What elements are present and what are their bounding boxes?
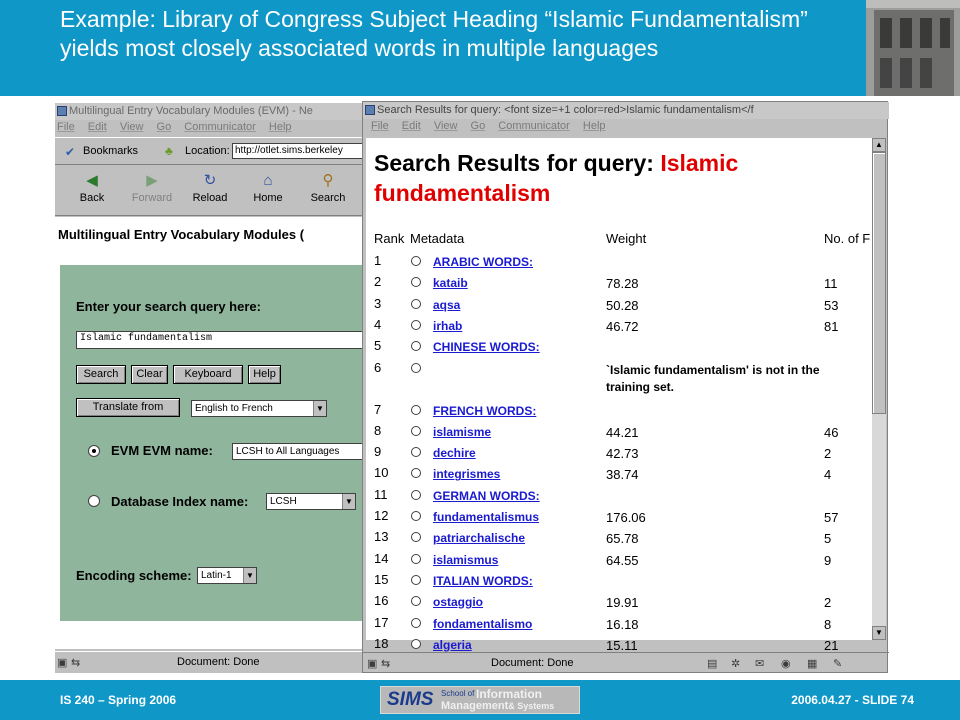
table-row [366, 253, 872, 274]
count-cell: 2 [824, 446, 832, 462]
navigation-toolbar [55, 166, 365, 216]
logo-and-systems: & Systems [508, 701, 555, 711]
count-cell: 2 [824, 595, 832, 611]
composer-icon[interactable]: ▦ [807, 658, 818, 670]
term-link[interactable]: algeria [433, 637, 472, 652]
row-radio[interactable] [411, 639, 421, 649]
rank-cell: 4 [374, 316, 382, 332]
row-radio[interactable] [411, 468, 421, 478]
left-menubar [55, 121, 300, 136]
count-cell: 8 [824, 616, 832, 632]
results-page-content [366, 138, 872, 653]
rank-cell: 11 [374, 486, 388, 502]
edit-icon[interactable]: ✎ [833, 658, 843, 670]
col-count-header: No. of F [824, 231, 871, 246]
weight-cell: 16.18 [606, 616, 639, 632]
row-radio[interactable] [411, 341, 421, 351]
rank-cell: 18 [374, 635, 389, 651]
connection-icon: ⇆ [381, 658, 391, 670]
chevron-down-icon: ▼ [313, 401, 326, 416]
right-menubar [369, 120, 614, 135]
database-label: Database Index name: [111, 494, 249, 509]
evm-search-form [60, 265, 365, 621]
col-rank-header: Rank [374, 231, 405, 246]
rank-cell: 14 [374, 550, 389, 566]
menu-go[interactable]: Go [156, 121, 172, 133]
evm-name-select[interactable] [232, 443, 365, 460]
keyboard-button[interactable]: Keyboard [173, 365, 243, 384]
table-row [366, 593, 872, 614]
weight-cell: 64.55 [606, 552, 639, 568]
chevron-down-icon: ▼ [243, 568, 256, 583]
menu-help[interactable]: Help [582, 120, 606, 132]
reload-label: Reload [192, 192, 228, 204]
scrollbar-thumb[interactable] [872, 152, 886, 414]
term-link[interactable]: integrismes [433, 467, 501, 482]
row-radio[interactable] [411, 596, 421, 606]
security-lock-icon[interactable]: ▣ [367, 658, 378, 670]
evm-label: EVM EVM name: [111, 443, 213, 458]
forward-label: Forward [131, 192, 173, 204]
rank-cell: 16 [374, 593, 389, 609]
logo-information: Information [476, 687, 542, 701]
term-link[interactable]: CHINESE WORDS: [433, 340, 540, 355]
table-row [366, 615, 872, 636]
search-icon: ⚲ [322, 172, 334, 189]
rank-cell: 5 [374, 338, 382, 354]
table-row [366, 402, 872, 423]
scroll-down-icon[interactable]: ▼ [872, 626, 886, 640]
count-cell: 11 [824, 276, 838, 292]
term-link[interactable]: ARABIC WORDS: [433, 255, 533, 269]
rank-cell: 6 [374, 359, 382, 375]
count-cell: 57 [824, 510, 839, 525]
menu-go[interactable]: Go [470, 120, 486, 132]
footer-course: IS 240 – Spring 2006 [60, 693, 177, 707]
menu-edit[interactable]: Edit [87, 121, 107, 133]
table-row [366, 338, 872, 359]
rank-cell: 10 [374, 465, 389, 481]
weight-cell: 50.28 [606, 297, 639, 313]
title-band [0, 0, 866, 96]
weight-cell: 78.28 [606, 276, 639, 292]
results-heading [374, 148, 864, 208]
right-window-titlebar [363, 102, 889, 119]
results-query-word-2: fundamentalism [374, 180, 551, 206]
building-photo [866, 0, 960, 96]
evm-browser-window [55, 103, 365, 673]
row-radio[interactable] [411, 554, 421, 564]
term-link[interactable]: ostaggio [433, 595, 483, 610]
connection-icon: ⇆ [71, 657, 81, 669]
row-radio[interactable] [411, 618, 421, 628]
row-radio[interactable] [411, 490, 421, 500]
footer-slide-number: 2006.04.27 - SLIDE 74 [791, 693, 914, 707]
security-lock-icon[interactable]: ▣ [57, 657, 68, 669]
table-row [366, 572, 872, 593]
menu-view[interactable]: View [433, 120, 458, 132]
right-window-title: Search Results for query: <font size=+1 color=red>Islamic fundamentalism</f [377, 104, 754, 116]
count-cell: 81 [824, 318, 839, 334]
logo-management [441, 701, 554, 712]
encoding-select[interactable] [197, 567, 257, 584]
browser-window-icon [57, 106, 67, 116]
sims-logo [380, 686, 580, 714]
weight-cell: 46.72 [606, 318, 639, 334]
term-link[interactable]: kataib [433, 276, 468, 291]
menu-view[interactable]: View [119, 121, 144, 133]
count-cell: 46 [824, 424, 839, 440]
row-radio[interactable] [411, 532, 421, 542]
term-link[interactable]: fondamentalismo [433, 616, 533, 631]
index-name-value: LCSH [270, 496, 297, 507]
row-radio[interactable] [411, 277, 421, 287]
term-link[interactable]: patriarchalische [433, 531, 526, 546]
rank-cell: 13 [374, 529, 389, 545]
count-cell: 53 [824, 297, 839, 313]
row-radio[interactable] [411, 447, 421, 457]
home-icon: ⌂ [263, 172, 273, 189]
table-row [366, 487, 872, 508]
reload-icon: ↻ [203, 172, 217, 189]
query-input[interactable]: Islamic fundamentalism [76, 331, 366, 349]
rank-cell: 2 [374, 274, 382, 290]
location-label: Location: [185, 145, 230, 157]
results-query-word-1: Islamic [660, 150, 739, 176]
home-label: Home [253, 192, 283, 204]
term-link[interactable]: fundamentalismus [433, 510, 540, 524]
rank-cell: 9 [374, 444, 382, 460]
term-link[interactable]: dechire [433, 446, 476, 461]
rank-cell: 8 [374, 422, 382, 438]
count-cell: 21 [824, 637, 839, 653]
term-link[interactable]: GERMAN WORDS: [433, 488, 540, 503]
search-button[interactable] [303, 172, 353, 212]
results-browser-window [362, 101, 888, 673]
table-row [366, 444, 872, 465]
table-row [366, 359, 872, 394]
row-radio[interactable] [411, 320, 421, 330]
component-icon[interactable]: ▤ [707, 658, 718, 670]
menu-edit[interactable]: Edit [401, 120, 421, 132]
back-button[interactable] [67, 172, 117, 212]
weight-cell: 38.74 [606, 467, 639, 483]
query-label: Enter your search query here: [76, 299, 261, 314]
not-in-training-note: `Islamic fundamentalism' is not in the training set. [606, 362, 820, 394]
encoding-label: Encoding scheme: [76, 568, 192, 583]
col-weight-header: Weight [606, 231, 647, 246]
menu-communicator[interactable]: Communicator [184, 121, 256, 133]
row-radio[interactable] [411, 575, 421, 585]
left-page-content [55, 217, 365, 649]
row-radio[interactable] [411, 299, 421, 309]
home-button[interactable] [243, 172, 293, 212]
chevron-down-icon: ▼ [342, 494, 355, 509]
sims-logo-text: SIMS [387, 689, 434, 710]
clear-button[interactable]: Clear [131, 365, 168, 384]
logo-school-of: School of [441, 689, 475, 698]
menu-communicator[interactable]: Communicator [498, 120, 570, 132]
left-status-text: Document: Done [177, 656, 260, 668]
search-label: Search [310, 192, 346, 204]
bookmarks-button[interactable]: Bookmarks [83, 145, 139, 157]
rank-cell: 17 [374, 614, 389, 630]
term-link[interactable]: aqsa [433, 297, 461, 312]
evm-name-value: LCSH to All Languages [236, 446, 340, 457]
menu-file[interactable]: File [57, 121, 75, 133]
row-radio[interactable] [411, 405, 421, 415]
evm-page-heading: Multilingual Entry Vocabulary Modules ( [58, 227, 305, 242]
right-status-bar [363, 652, 889, 673]
rank-cell: 12 [374, 508, 389, 523]
table-row [366, 423, 872, 444]
table-row [366, 296, 872, 317]
translate-select-value: English to French [195, 403, 273, 414]
mail-icon[interactable]: ✉ [755, 658, 765, 670]
menu-file[interactable]: File [371, 120, 389, 132]
rank-cell: 15 [374, 571, 389, 587]
count-cell: 5 [824, 531, 832, 547]
encoding-value: Latin-1 [201, 570, 232, 581]
location-input[interactable]: http://otlet.sims.berkeley [232, 143, 372, 159]
search-submit-button[interactable]: Search [76, 365, 126, 384]
col-metadata-header: Metadata [410, 231, 465, 246]
table-row [366, 529, 872, 550]
row-radio[interactable] [411, 426, 421, 436]
weight-cell: 65.78 [606, 531, 639, 547]
count-cell: 9 [824, 552, 832, 568]
weight-cell: 44.21 [606, 424, 639, 440]
rank-cell: 3 [374, 295, 382, 311]
database-radio[interactable] [88, 495, 100, 507]
term-link[interactable]: irhab [433, 318, 463, 333]
scroll-up-icon[interactable]: ▲ [872, 138, 886, 152]
browser-window-icon [365, 105, 375, 115]
row-radio[interactable] [411, 256, 421, 266]
weight-cell: 15.11 [606, 637, 638, 653]
rank-cell: 1 [374, 253, 382, 268]
translate-button[interactable]: Translate from [76, 398, 180, 417]
table-row [366, 508, 872, 529]
weight-cell: 176.06 [606, 510, 646, 525]
right-status-text: Document: Done [491, 657, 574, 669]
count-cell: 4 [824, 467, 832, 483]
left-status-bar [55, 651, 365, 673]
table-row [366, 551, 872, 572]
logo-management-word: Management [441, 700, 509, 712]
evm-radio[interactable] [88, 445, 100, 457]
slide-title: Example: Library of Congress Subject Heading “Islamic Fundamentalism” yields most closely associated words in multiple languages [60, 6, 808, 61]
term-link[interactable]: FRENCH WORDS: [433, 403, 537, 418]
results-heading-prefix: Search Results for query: [374, 150, 661, 176]
discussion-icon[interactable]: ◉ [781, 658, 791, 670]
left-window-titlebar [55, 103, 365, 120]
translate-select[interactable] [191, 400, 327, 417]
rank-cell: 7 [374, 401, 382, 417]
back-arrow-icon: ◀ [86, 172, 98, 189]
row-radio[interactable] [411, 511, 421, 521]
term-link[interactable]: ITALIAN WORDS: [433, 573, 533, 588]
weight-cell: 42.73 [606, 446, 639, 462]
location-icon: ♣ [165, 144, 173, 158]
index-name-select[interactable] [266, 493, 356, 510]
term-link[interactable]: islamisme [433, 424, 492, 439]
table-row [366, 465, 872, 486]
forward-button[interactable] [127, 172, 177, 212]
location-toolbar [55, 137, 365, 165]
table-row [366, 317, 872, 338]
left-window-title: Multilingual Entry Vocabulary Modules (EVM) - Ne [69, 105, 313, 117]
back-label: Back [79, 192, 105, 204]
table-row [366, 274, 872, 295]
results-scrollbar[interactable] [872, 138, 886, 640]
menu-help[interactable]: Help [268, 121, 292, 133]
help-button[interactable]: Help [248, 365, 281, 384]
footer-band [0, 680, 960, 720]
navigator-icon[interactable]: ✲ [731, 658, 741, 670]
bookmark-icon[interactable]: ✔ [65, 145, 76, 159]
reload-button[interactable] [185, 172, 235, 212]
weight-cell: 19.91 [606, 595, 639, 611]
forward-arrow-icon: ▶ [146, 172, 158, 189]
row-radio[interactable] [411, 363, 421, 373]
term-link[interactable]: islamismus [433, 552, 499, 567]
